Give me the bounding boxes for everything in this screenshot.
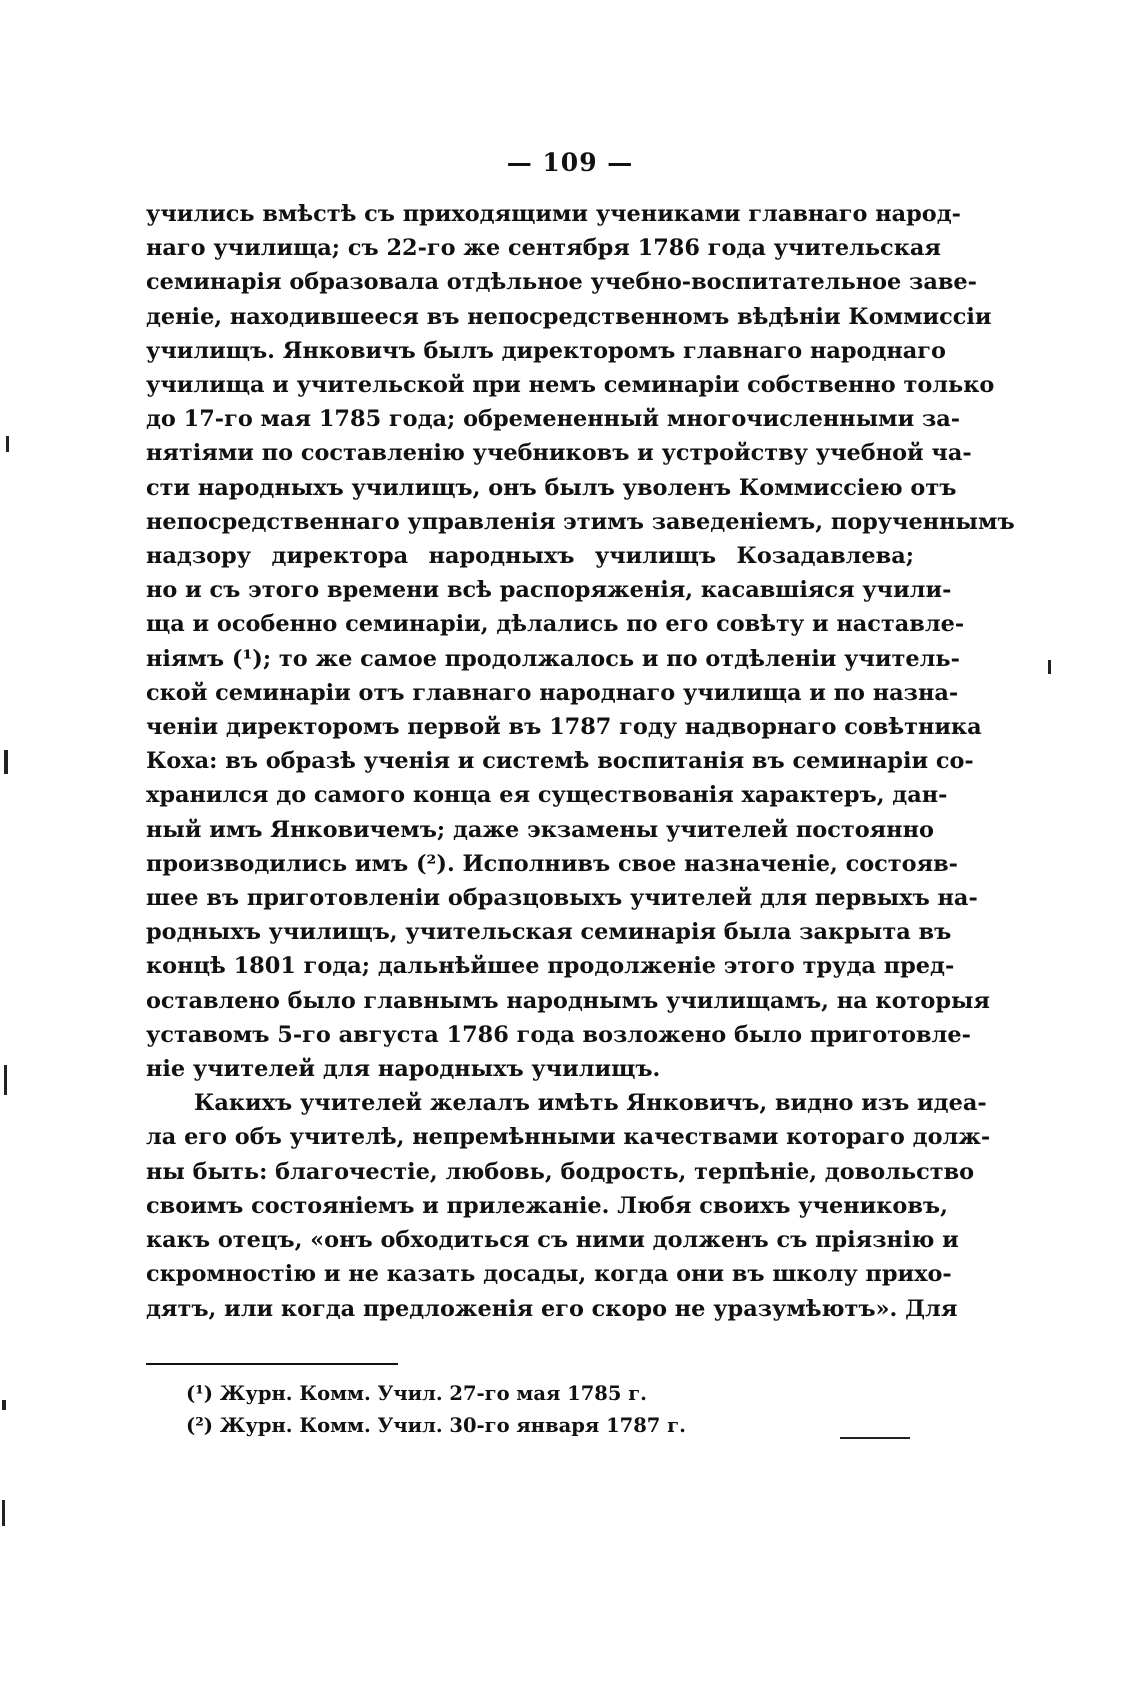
text-line: до 17-го мая 1785 года; обремененный многочисленными за- xyxy=(146,406,961,433)
footnote: (²) Журн. Комм. Учил. 30-го января 1787 г. xyxy=(186,1414,686,1437)
text-line: Какихъ учителей желалъ имѣть Янковичъ, видно изъ идеа- xyxy=(194,1090,987,1117)
footnote: (¹) Журн. Комм. Учил. 27-го мая 1785 г. xyxy=(186,1382,647,1405)
text-line: ла его объ учителѣ, непремѣнными качествами котораго долж- xyxy=(146,1124,991,1151)
text-line: нятіями по составленію учебниковъ и устройству учебной ча- xyxy=(146,440,972,467)
text-line: хранился до самого конца ея существованія характеръ, дан- xyxy=(146,782,948,809)
text-line: деніе, находившееся въ непосредственномъ вѣдѣніи Коммиссіи xyxy=(146,303,992,330)
text-line: уставомъ 5-го августа 1786 года возложено было приготовле- xyxy=(146,1021,971,1048)
body-text xyxy=(146,197,1015,1326)
text-line: дятъ, или когда предложенія его скоро не уразумѣютъ». Для xyxy=(146,1295,958,1322)
footnote-divider xyxy=(146,1363,398,1365)
text-line: скромностію и не казать досады, когда они въ школу прихо- xyxy=(146,1261,952,1288)
text-line: ный имъ Янковичемъ; даже экзамены учителей постоянно xyxy=(146,816,934,843)
scan-speck xyxy=(1048,660,1051,674)
scan-speck xyxy=(4,1065,7,1095)
text-line: ніямъ (¹); то же самое продолжалось и по отдѣленіи учитель- xyxy=(146,645,960,672)
scan-speck xyxy=(4,750,8,774)
text-line: училища и учительской при немъ семинаріи собственно только xyxy=(146,372,995,399)
page-number: — 109 — xyxy=(506,148,634,177)
scan-speck xyxy=(2,1500,5,1526)
text-line: ской семинаріи отъ главнаго народнаго училища и по назна- xyxy=(146,679,959,706)
scan-speck xyxy=(840,1437,910,1439)
text-line: какъ отецъ, «онъ обходиться съ ними долженъ съ пріязнію и xyxy=(146,1227,959,1254)
text-line: концѣ 1801 года; дальнѣйшее продолженіе этого труда пред- xyxy=(146,953,955,980)
text-line: Коха: въ образѣ ученія и системѣ воспитанія въ семинаріи со- xyxy=(146,748,974,775)
text-line: производились имъ (²). Исполнивъ свое назначеніе, состояв- xyxy=(146,850,958,877)
text-line: родныхъ училищъ, учительская семинарія была закрыта въ xyxy=(146,919,952,946)
text-line: училищъ. Янковичъ былъ директоромъ главнаго народнаго xyxy=(146,337,946,364)
text-line: сти народныхъ училищъ, онъ былъ уволенъ Коммиссіею отъ xyxy=(146,474,957,501)
text-line: ны быть: благочестіе, любовь, бодрость, терпѣніе, довольство xyxy=(146,1158,975,1185)
scan-speck xyxy=(6,436,9,452)
text-line: надзору директора народныхъ училищъ Козадавлева; xyxy=(146,543,914,570)
text-line: наго училища; съ 22-го же сентября 1786 года учительская xyxy=(146,235,941,262)
footnotes xyxy=(186,1378,686,1442)
text-line: ніе учителей для народныхъ училищъ. xyxy=(146,1056,661,1083)
text-line: ща и особенно семинаріи, дѣлались по его совѣту и наставле- xyxy=(146,611,965,638)
text-line: шее въ приготовленіи образцовыхъ учителей для первыхъ на- xyxy=(146,885,978,912)
scan-speck xyxy=(2,1400,6,1410)
text-line: но и съ этого времени всѣ распоряженія, касавшіяся учили- xyxy=(146,577,952,604)
text-line: семинарія образовала отдѣльное учебно-воспитательное заве- xyxy=(146,269,977,296)
text-line: учились вмѣстѣ съ приходящими учениками главнаго народ- xyxy=(146,201,961,227)
text-line: непосредственнаго управленія этимъ заведеніемъ, порученнымъ xyxy=(146,508,1015,535)
text-line: своимъ состояніемъ и прилежаніе. Любя своихъ учениковъ, xyxy=(146,1192,948,1219)
text-line: оставлено было главнымъ народнымъ училищамъ, на которыя xyxy=(146,987,990,1014)
text-line: ченіи директоромъ первой въ 1787 году надворнаго совѣтника xyxy=(146,714,982,741)
